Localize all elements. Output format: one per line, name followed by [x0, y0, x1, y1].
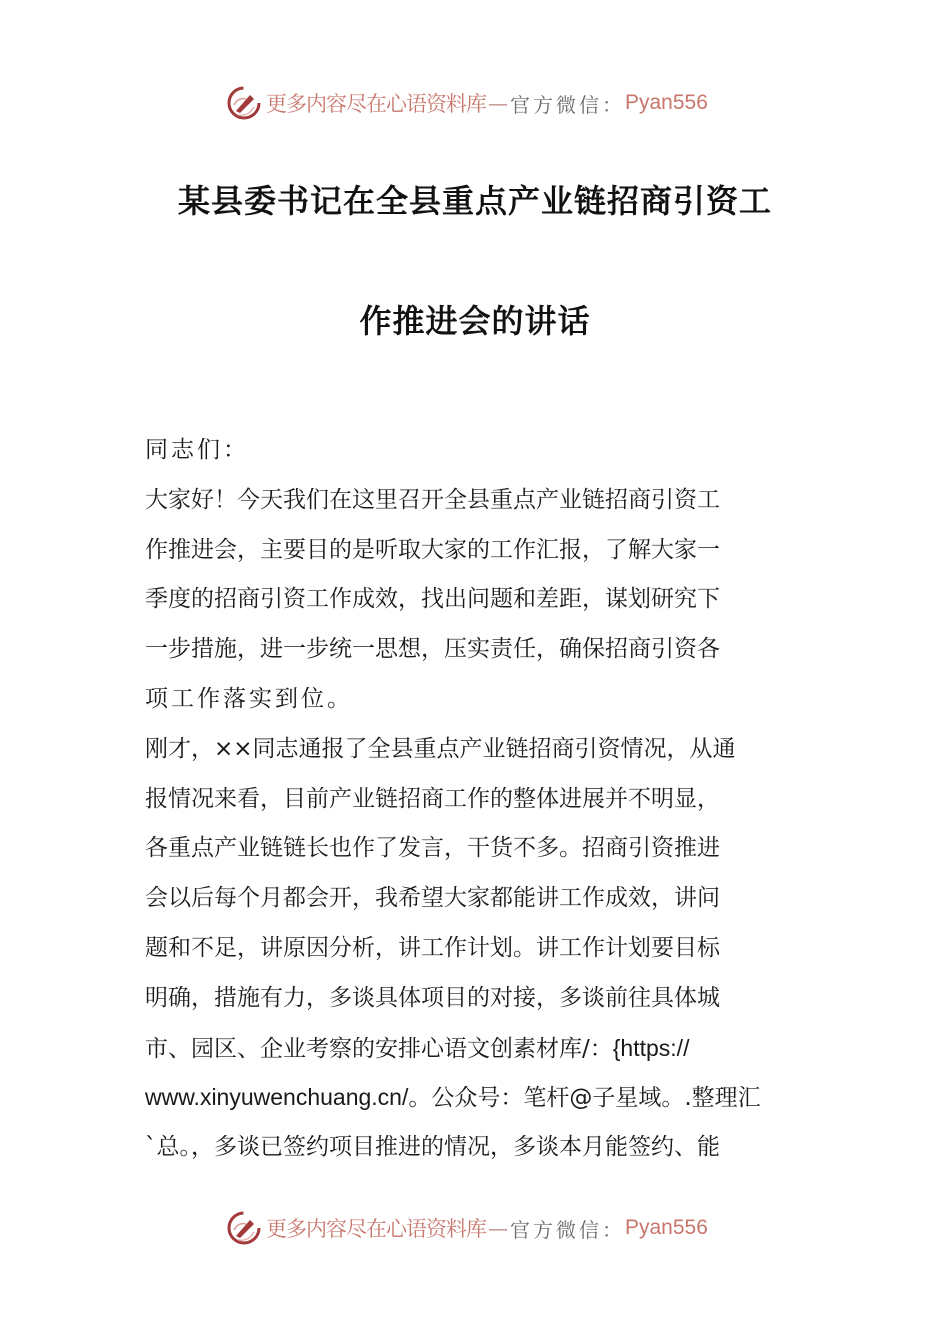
document-title-line-2: 作推进会的讲话 [359, 302, 591, 340]
body-line: 作推进会，主要目的是听取大家的工作汇报，了解大家一 [145, 536, 720, 563]
body-line-url-2 [145, 1079, 807, 1129]
body-line: 各重点产业链链长也作了发言，干货不多。招商引资推进 [145, 835, 720, 862]
document-title-line-1: 某县委书记在全县重点产业链招商引资工 [177, 182, 772, 220]
watermark-dash: — [488, 1216, 508, 1240]
body-line: 刚才，××同志通报了全县重点产业链招商引资情况，从通 [145, 735, 736, 762]
watermark-wechat-id: Pyan556 [625, 91, 708, 114]
body-line: 一步措施，进一步统一思想，压实责任，确保招商引资各 [145, 636, 720, 663]
body-line: 项工作落实到位。 [145, 685, 353, 712]
url-link-domain[interactable]: www.xinyuwenchuang.cn/ [145, 1084, 409, 1111]
footer-watermark [226, 1208, 726, 1248]
body-line: 大家好！今天我们在这里召开全县重点产业链招商引资工 [145, 486, 720, 513]
document-body [145, 432, 807, 1179]
pen-nib-logo-icon [226, 85, 262, 121]
watermark-wechat-label: 官方微信： [510, 92, 625, 117]
body-line: 会以后每个月都会开，我希望大家都能讲工作成效，讲问 [145, 885, 720, 912]
watermark-wechat-label: 官方微信： [510, 1217, 625, 1242]
watermark-wechat-id: Pyan556 [625, 1216, 708, 1239]
watermark-dash: — [488, 91, 508, 115]
pen-nib-logo-icon [226, 1210, 262, 1246]
body-line: 季度的招商引资工作成效，找出问题和差距，谋划研究下 [145, 586, 720, 613]
url-link-start[interactable]: {https:// [612, 1034, 690, 1061]
body-line-url-rest: 。公众号：笔杆@子星域。.整理汇 [408, 1085, 761, 1112]
salutation: 同志们： [145, 437, 249, 463]
body-line: 报情况来看，目前产业链招商工作的整体进展并不明显， [145, 785, 720, 812]
body-line-url-text: 市、园区、企业考察的安排心语文创素材库/： [145, 1035, 613, 1062]
watermark-brand-text: 更多内容尽在心语资料库 [266, 92, 486, 116]
body-line: 题和不足，讲原因分析，讲工作计划。讲工作计划要目标 [145, 934, 720, 961]
body-line: 明确，措施有力，多谈具体项目的对接，多谈前往具体城 [145, 984, 720, 1011]
body-line-url [145, 1030, 807, 1080]
header-watermark [226, 83, 726, 123]
body-line: `总。，多谈已签约项目推进的情况，多谈本月能签约、能 [145, 1134, 720, 1161]
watermark-brand-text: 更多内容尽在心语资料库 [266, 1217, 486, 1241]
